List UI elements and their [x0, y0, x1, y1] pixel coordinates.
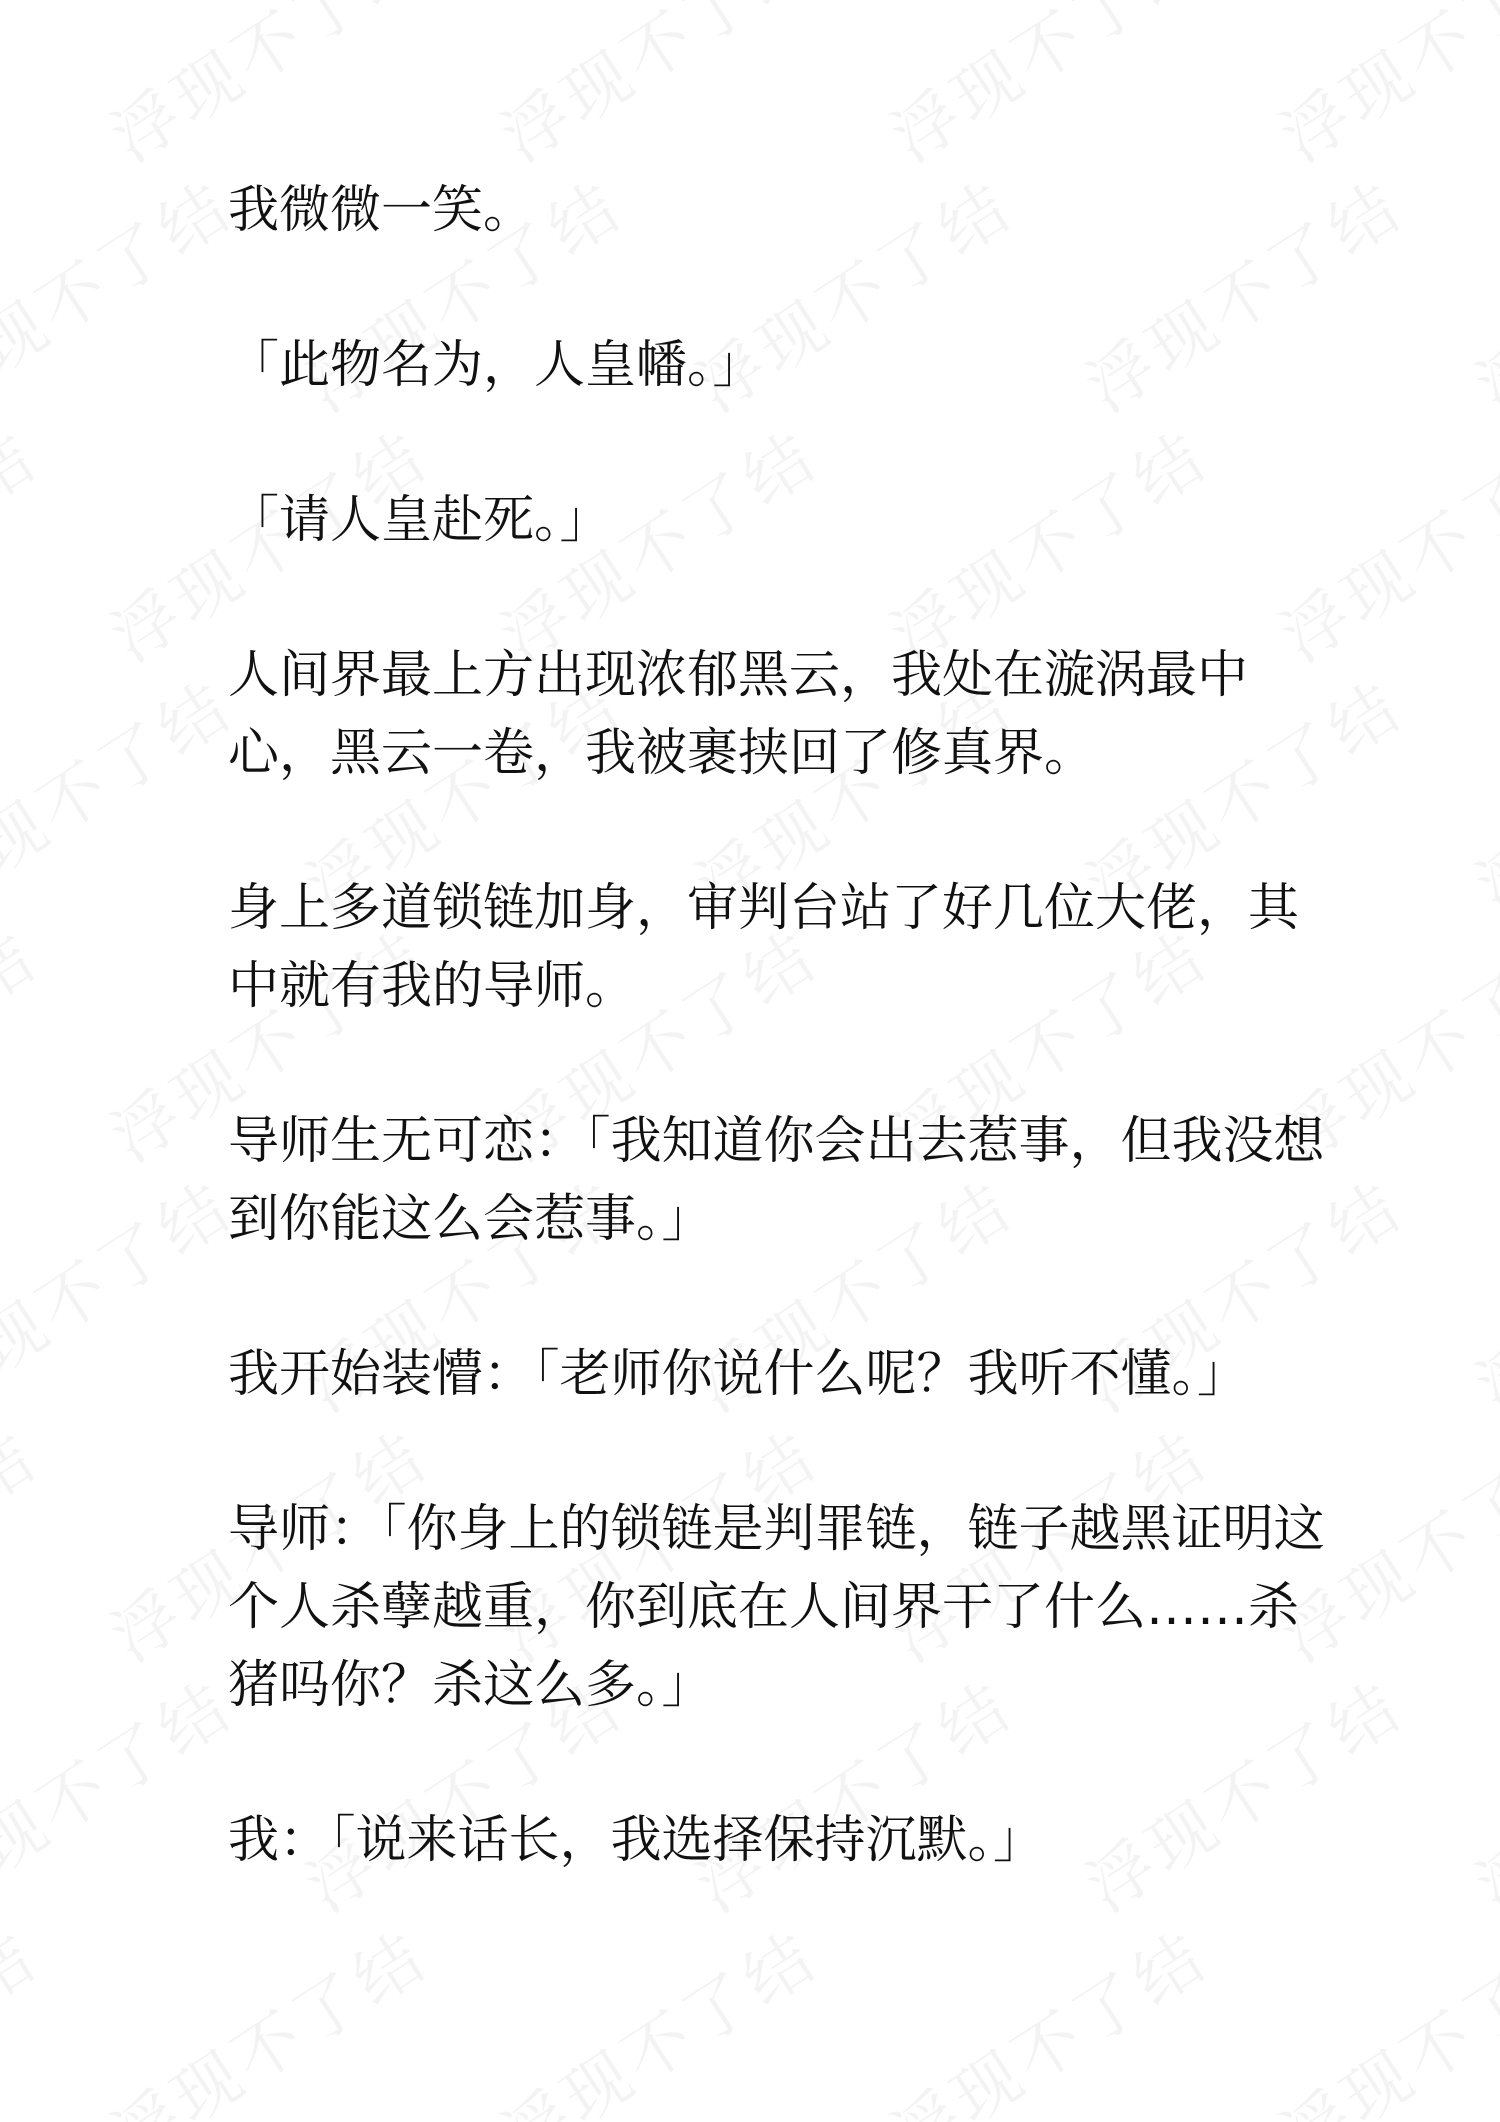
watermark-text — [1260, 0, 1500, 180]
watermark-text — [0, 154, 249, 430]
watermark-text — [0, 1904, 54, 2122]
watermark-text — [1455, 154, 1500, 430]
watermark-text — [1455, 1654, 1500, 1930]
paragraph-7: 我开始装懵：「老师你说什么呢？我听不懂。」 — [228, 1345, 1249, 1404]
watermark-text — [480, 0, 834, 180]
watermark-text — [0, 904, 54, 1180]
paragraph-4: 人间界最上方出现浓郁黑云，我处在漩涡最中心，黑云一卷，我被裹挟回了修真界。 — [228, 646, 1249, 783]
watermark-text — [870, 0, 1224, 180]
paragraph-6: 导师生无可恋：「我知道你会出去惹事，但我没想到你能这么会惹事。」 — [228, 1112, 1325, 1249]
paragraph-2: 「此物名为，人皇幡。」 — [228, 336, 764, 395]
watermark-text — [1455, 654, 1500, 930]
paragraph-3: 「请人皇赴死。」 — [228, 491, 611, 550]
paragraph-1: 我微微一笑。 — [228, 181, 535, 240]
watermark-text — [0, 1154, 249, 1430]
watermark-text — [90, 0, 444, 180]
paragraph-9: 我：「说来话长，我选择保持沉默。」 — [228, 1811, 1045, 1870]
article-body — [228, 172, 1328, 1957]
watermark-text — [1455, 1154, 1500, 1430]
watermark-text — [0, 1404, 54, 1680]
watermark-text — [0, 654, 249, 930]
paragraph-8: 导师：「你身上的锁链是判罪链，链子越黑证明这个人杀孽越重，你到底在人间界干了什么……杀猪吗你？杀这么多。」 — [228, 1500, 1325, 1715]
watermark-text — [0, 1654, 249, 1930]
watermark-text — [0, 404, 54, 680]
paragraph-5: 身上多道锁链加身，审判台站了好几位大佬，其中就有我的导师。 — [228, 879, 1300, 1016]
watermark-text — [0, 0, 54, 180]
